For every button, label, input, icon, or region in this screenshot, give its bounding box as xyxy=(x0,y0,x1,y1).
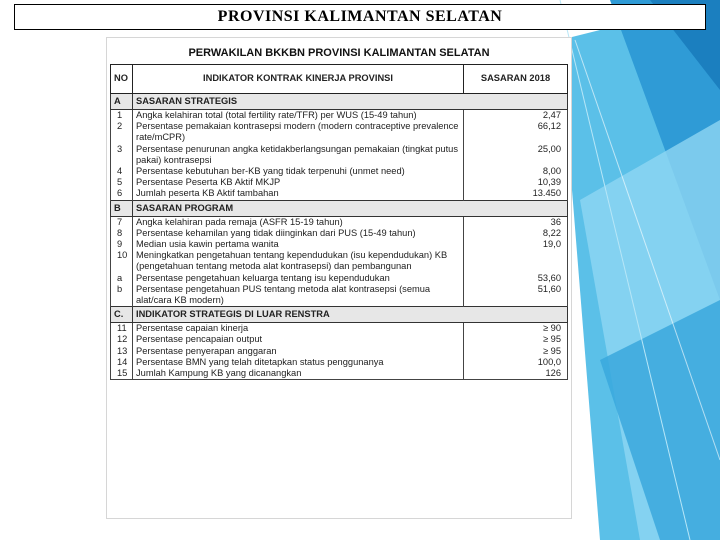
row-number: 5 xyxy=(111,177,133,188)
row-number: 14 xyxy=(111,357,133,368)
table-row xyxy=(111,228,568,239)
row-target: 10,39 xyxy=(464,177,568,188)
row-indicator: Meningkatkan pengetahuan tentang kependudukan (isu kependudukan) KB (pengetahuan tentang metoda alat kontrasepsi) dan pembangunan xyxy=(133,250,464,272)
row-indicator: Angka kelahiran pada remaja (ASFR 15-19 tahun) xyxy=(133,216,464,228)
table-row xyxy=(111,273,568,284)
row-target: ≥ 95 xyxy=(464,346,568,357)
table-row xyxy=(111,110,568,122)
table-row xyxy=(111,121,568,143)
section-name: INDIKATOR STRATEGIS DI LUAR RENSTRA xyxy=(133,307,568,323)
row-number: 10 xyxy=(111,250,133,272)
row-number: 13 xyxy=(111,346,133,357)
table-row xyxy=(111,284,568,307)
header-indicator: INDIKATOR KONTRAK KINERJA PROVINSI xyxy=(133,65,464,94)
table-row xyxy=(111,346,568,357)
row-number: 4 xyxy=(111,166,133,177)
row-number: 6 xyxy=(111,188,133,200)
table-row xyxy=(111,166,568,177)
table-row xyxy=(111,323,568,335)
row-indicator: Persentase penyerapan anggaran xyxy=(133,346,464,357)
row-indicator: Persentase kehamilan yang tidak diinginkan dari PUS (15-49 tahun) xyxy=(133,228,464,239)
row-target: 25,00 xyxy=(464,144,568,166)
section-code: A xyxy=(111,94,133,110)
row-target: 66,12 xyxy=(464,121,568,143)
row-number: a xyxy=(111,273,133,284)
section-row xyxy=(111,307,568,323)
row-number: 12 xyxy=(111,334,133,345)
row-indicator: Persentase penurunan angka ketidakberlangsungan pemakaian (tingkat putus pakai) kontrasepsi xyxy=(133,144,464,166)
row-indicator: Persentase pencapaian output xyxy=(133,334,464,345)
section-name: SASARAN PROGRAM xyxy=(133,200,568,216)
row-target: 100,0 xyxy=(464,357,568,368)
section-row xyxy=(111,200,568,216)
row-target: 8,22 xyxy=(464,228,568,239)
row-indicator: Jumlah peserta KB Aktif tambahan xyxy=(133,188,464,200)
kpi-table xyxy=(110,64,568,380)
row-number: 2 xyxy=(111,121,133,143)
document-title: PERWAKILAN BKKBN PROVINSI KALIMANTAN SELATAN xyxy=(188,47,490,59)
row-number: b xyxy=(111,284,133,307)
section-name: SASARAN STRATEGIS xyxy=(133,94,568,110)
row-number: 8 xyxy=(111,228,133,239)
row-target: ≥ 90 xyxy=(464,323,568,335)
kpi-document xyxy=(106,37,572,519)
section-code: C. xyxy=(111,307,133,323)
row-indicator: Jumlah Kampung KB yang dicanangkan xyxy=(133,368,464,380)
slide-title: PROVINSI KALIMANTAN SELATAN xyxy=(14,4,706,30)
row-indicator: Persentase pemakaian kontrasepsi modern (modern contraceptive prevalence rate/mCPR) xyxy=(133,121,464,143)
table-row xyxy=(111,357,568,368)
table-row xyxy=(111,177,568,188)
row-number: 3 xyxy=(111,144,133,166)
row-number: 15 xyxy=(111,368,133,380)
row-target: 8,00 xyxy=(464,166,568,177)
table-body xyxy=(111,94,568,380)
row-indicator: Persentase pengetahuan keluarga tentang isu kependudukan xyxy=(133,273,464,284)
row-number: 7 xyxy=(111,216,133,228)
row-indicator: Persentase BMN yang telah ditetapkan status penggunanya xyxy=(133,357,464,368)
row-indicator: Angka kelahiran total (total fertility rate/TFR) per WUS (15-49 tahun) xyxy=(133,110,464,122)
row-indicator: Persentase pengetahuan PUS tentang metoda alat kontrasepsi (semua alat/cara KB modern) xyxy=(133,284,464,307)
row-target xyxy=(464,250,568,272)
table-row xyxy=(111,188,568,200)
row-target: 19,0 xyxy=(464,239,568,250)
table-row xyxy=(111,216,568,228)
section-code: B xyxy=(111,200,133,216)
row-target: 13.450 xyxy=(464,188,568,200)
table-header-row xyxy=(111,65,568,94)
row-indicator: Median usia kawin pertama wanita xyxy=(133,239,464,250)
row-target: 51,60 xyxy=(464,284,568,307)
row-indicator: Persentase capaian kinerja xyxy=(133,323,464,335)
row-target: 53,60 xyxy=(464,273,568,284)
header-target: SASARAN 2018 xyxy=(464,65,568,94)
header-no: NO xyxy=(111,65,133,94)
table-row xyxy=(111,239,568,250)
row-target: 126 xyxy=(464,368,568,380)
table-row xyxy=(111,250,568,272)
table-row xyxy=(111,368,568,380)
row-indicator: Persentase Peserta KB Aktif MKJP xyxy=(133,177,464,188)
table-row xyxy=(111,144,568,166)
row-target: ≥ 95 xyxy=(464,334,568,345)
row-number: 1 xyxy=(111,110,133,122)
row-target: 36 xyxy=(464,216,568,228)
row-indicator: Persentase kebutuhan ber-KB yang tidak terpenuhi (unmet need) xyxy=(133,166,464,177)
row-number: 9 xyxy=(111,239,133,250)
section-row xyxy=(111,94,568,110)
table-row xyxy=(111,334,568,345)
row-number: 11 xyxy=(111,323,133,335)
row-target: 2,47 xyxy=(464,110,568,122)
